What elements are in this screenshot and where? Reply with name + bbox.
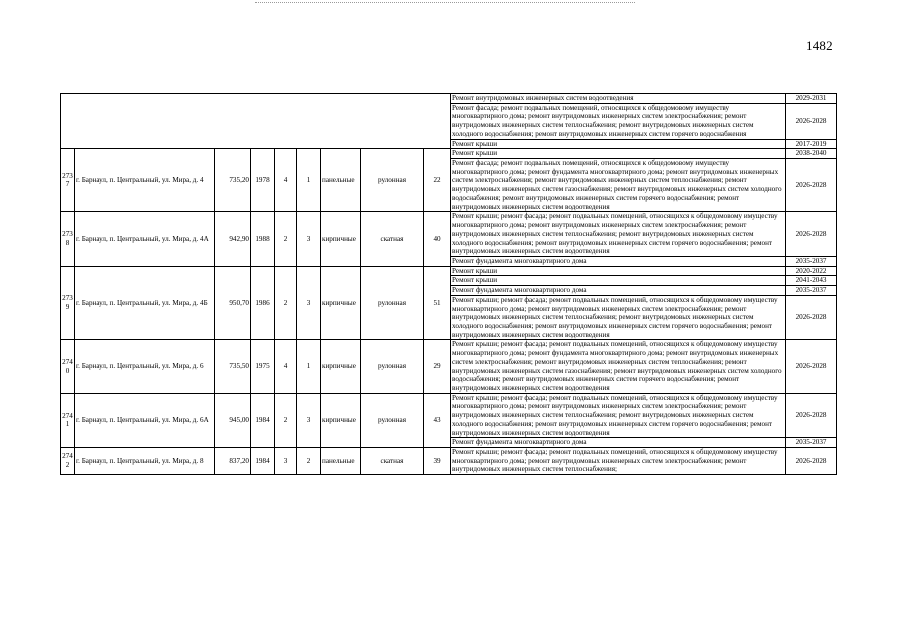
work-description: Ремонт крыши; ремонт фасада; ремонт подвальных помещений, относящихся к общедомовому имуществу многоквартирного дома; ремонт внутридомовых инженерных систем электроснабжения; ремонт внутридомовых инженерных систем теплоснабжения; ремонт внутридомовых инженерных систем холодного водоснабжения; ремонт внутридомовых инженерных систем горячего водоснабжения; ремонт внутридомовых инженерных систем водоотведения — [451, 295, 786, 340]
continued-entry-cell — [61, 94, 451, 149]
building-walls: кирпичные — [321, 340, 361, 393]
work-period: 2035-2037 — [786, 438, 837, 448]
building-year: 1975 — [251, 340, 275, 393]
work-period: 2026-2028 — [786, 212, 837, 257]
work-description: Ремонт фундамента многоквартирного дома — [451, 286, 786, 296]
scan-artifact-line — [255, 2, 635, 4]
building-apartments: 29 — [424, 340, 451, 393]
work-description: Ремонт крыши — [451, 149, 786, 159]
work-description: Ремонт фасада; ремонт подвальных помещений, относящихся к общедомовому имуществу многоквартирного дома; ремонт фундамента многоквартирного дома; ремонт внутридомовых инженерных систем электроснабжения; ремонт внутридомовых инженерных систем теплоснабжения; ремонт внутридомовых инженерных систем газоснабжения; ремонт внутридомовых инженерных систем холодного водоснабжения; ремонт внутридомовых инженерных систем горячего водоснабжения; ремонт внутридомовых инженерных систем водоотведения — [451, 159, 786, 212]
building-address: г. Барнаул, п. Центральный, ул. Мира, д. 4Б — [75, 266, 215, 340]
work-description: Ремонт фундамента многоквартирного дома — [451, 438, 786, 448]
entry-number-line1: 273 — [62, 294, 73, 303]
page-number: 1482 — [806, 38, 833, 53]
entry-number-line1: 273 — [62, 230, 73, 239]
building-year: 1984 — [251, 448, 275, 475]
building-floors: 4 — [275, 340, 297, 393]
work-description: Ремонт крыши; ремонт фасада; ремонт подвальных помещений, относящихся к общедомовому имуществу многоквартирного дома; ремонт внутридомовых инженерных систем электроснабжения; ремонт внутридомовых инженерных систем теплоснабжения; ремонт внутридомовых инженерных систем холодного водоснабжения; ремонт внутридомовых инженерных систем горячего водоснабжения; ремонт внутридомовых инженерных систем водоотведения — [451, 212, 786, 257]
building-year: 1986 — [251, 266, 275, 340]
entry-number-line1: 274 — [62, 357, 73, 366]
entry-number-line1: 274 — [62, 452, 73, 461]
work-period: 2029-2031 — [786, 94, 837, 104]
entry-number-line2: 1 — [65, 420, 70, 429]
work-period: 2026-2028 — [786, 295, 837, 340]
building-apartments: 39 — [424, 448, 451, 475]
entry-number — [61, 212, 75, 266]
table-row — [61, 393, 837, 438]
building-year: 1988 — [251, 212, 275, 266]
entry-number-line2: 9 — [65, 303, 70, 312]
entry-number — [61, 266, 75, 340]
work-period: 2026-2028 — [786, 393, 837, 438]
table-row — [61, 266, 837, 276]
entry-number-line2: 0 — [65, 366, 70, 375]
work-period: 2035-2037 — [786, 286, 837, 296]
work-period: 2026-2028 — [786, 159, 837, 212]
building-entrances: 3 — [297, 266, 321, 340]
building-roof: рулонная — [361, 149, 424, 212]
building-area: 837,20 — [215, 448, 251, 475]
work-description: Ремонт фасада; ремонт подвальных помещений, относящихся к общедомовому имуществу многоквартирного дома; ремонт внутридомовых инженерных систем электроснабжения; ремонт внутридомовых инженерных систем теплоснабжения; ремонт внутридомовых инженерных систем холодного водоснабжения; ремонт внутридомовых инженерных систем горячего водоснабжения — [451, 103, 786, 139]
building-walls: кирпичные — [321, 266, 361, 340]
building-floors: 3 — [275, 448, 297, 475]
work-description: Ремонт внутридомовых инженерных систем водоотведения — [451, 94, 786, 104]
building-address: г. Барнаул, п. Центральный, ул. Мира, д. 6А — [75, 393, 215, 447]
work-description: Ремонт крыши; ремонт фасада; ремонт подвальных помещений, относящихся к общедомовому имуществу многоквартирного дома; ремонт внутридомовых инженерных систем электроснабжения; ремонт внутридомовых инженерных систем теплоснабжения; — [451, 448, 786, 475]
work-description: Ремонт крыши; ремонт фасада; ремонт подвальных помещений, относящихся к общедомовому имуществу многоквартирного дома; ремонт фундамента многоквартирного дома; ремонт внутридомовых инженерных систем электроснабжения; ремонт внутридомовых инженерных систем теплоснабжения; ремонт внутридомовых инженерных систем газоснабжения; ремонт внутридомовых инженерных систем холодного водоснабжения; ремонт внутридомовых инженерных систем горячего водоснабжения; ремонт внутридомовых инженерных систем водоотведения — [451, 340, 786, 393]
building-entrances: 1 — [297, 149, 321, 212]
building-apartments: 43 — [424, 393, 451, 447]
register-body — [61, 94, 837, 475]
building-entrances: 1 — [297, 340, 321, 393]
building-roof: скатная — [361, 212, 424, 266]
building-entrances: 3 — [297, 212, 321, 266]
building-area: 735,50 — [215, 340, 251, 393]
work-period: 2017-2019 — [786, 139, 837, 149]
building-area: 945,00 — [215, 393, 251, 447]
work-period: 2026-2028 — [786, 340, 837, 393]
building-entrances: 2 — [297, 448, 321, 475]
work-description: Ремонт крыши — [451, 139, 786, 149]
entry-number — [61, 448, 75, 475]
work-description: Ремонт крыши; ремонт фасада; ремонт подвальных помещений, относящихся к общедомовому имуществу многоквартирного дома; ремонт внутридомовых инженерных систем электроснабжения; ремонт внутридомовых инженерных систем теплоснабжения; ремонт внутридомовых инженерных систем холодного водоснабжения; ремонт внутридомовых инженерных систем горячего водоснабжения; ремонт внутридомовых инженерных систем водоотведения — [451, 393, 786, 438]
building-floors: 2 — [275, 393, 297, 447]
building-walls: панельные — [321, 448, 361, 475]
building-walls: кирпичные — [321, 393, 361, 447]
table-row — [61, 149, 837, 159]
entry-number — [61, 149, 75, 212]
building-apartments: 40 — [424, 212, 451, 266]
table-row — [61, 340, 837, 393]
entry-number — [61, 340, 75, 393]
table-row — [61, 212, 837, 257]
work-period: 2026-2028 — [786, 103, 837, 139]
building-area: 942,90 — [215, 212, 251, 266]
building-year: 1984 — [251, 393, 275, 447]
building-floors: 4 — [275, 149, 297, 212]
entry-number-line2: 2 — [65, 461, 70, 470]
building-apartments: 22 — [424, 149, 451, 212]
work-period: 2041-2043 — [786, 276, 837, 286]
table-row — [61, 448, 837, 475]
building-floors: 2 — [275, 266, 297, 340]
building-roof: рулонная — [361, 393, 424, 447]
building-entrances: 3 — [297, 393, 321, 447]
work-description: Ремонт крыши — [451, 276, 786, 286]
entry-number-line2: 7 — [65, 180, 70, 189]
building-area: 735,20 — [215, 149, 251, 212]
work-description: Ремонт крыши — [451, 266, 786, 276]
housing-register-table — [60, 93, 837, 475]
table-row — [61, 94, 837, 104]
building-year: 1978 — [251, 149, 275, 212]
work-period: 2020-2022 — [786, 266, 837, 276]
building-walls: кирпичные — [321, 212, 361, 266]
building-apartments: 51 — [424, 266, 451, 340]
entry-number-line2: 8 — [65, 239, 70, 247]
work-period: 2038-2040 — [786, 149, 837, 159]
building-floors: 2 — [275, 212, 297, 266]
building-roof: рулонная — [361, 340, 424, 393]
work-period: 2035-2037 — [786, 256, 837, 266]
entry-number-line1: 273 — [62, 171, 73, 180]
entry-number — [61, 393, 75, 447]
building-roof: рулонная — [361, 266, 424, 340]
building-address: г. Барнаул, п. Центральный, ул. Мира, д. 8 — [75, 448, 215, 475]
building-walls: панельные — [321, 149, 361, 212]
building-address: г. Барнаул, п. Центральный, ул. Мира, д. 6 — [75, 340, 215, 393]
building-roof: скатная — [361, 448, 424, 475]
building-area: 950,70 — [215, 266, 251, 340]
building-address: г. Барнаул, п. Центральный, ул. Мира, д. 4 — [75, 149, 215, 212]
work-period: 2026-2028 — [786, 448, 837, 475]
building-address: г. Барнаул, п. Центральный, ул. Мира, д. 4А — [75, 212, 215, 266]
entry-number-line1: 274 — [62, 411, 73, 420]
work-description: Ремонт фундамента многоквартирного дома — [451, 256, 786, 266]
